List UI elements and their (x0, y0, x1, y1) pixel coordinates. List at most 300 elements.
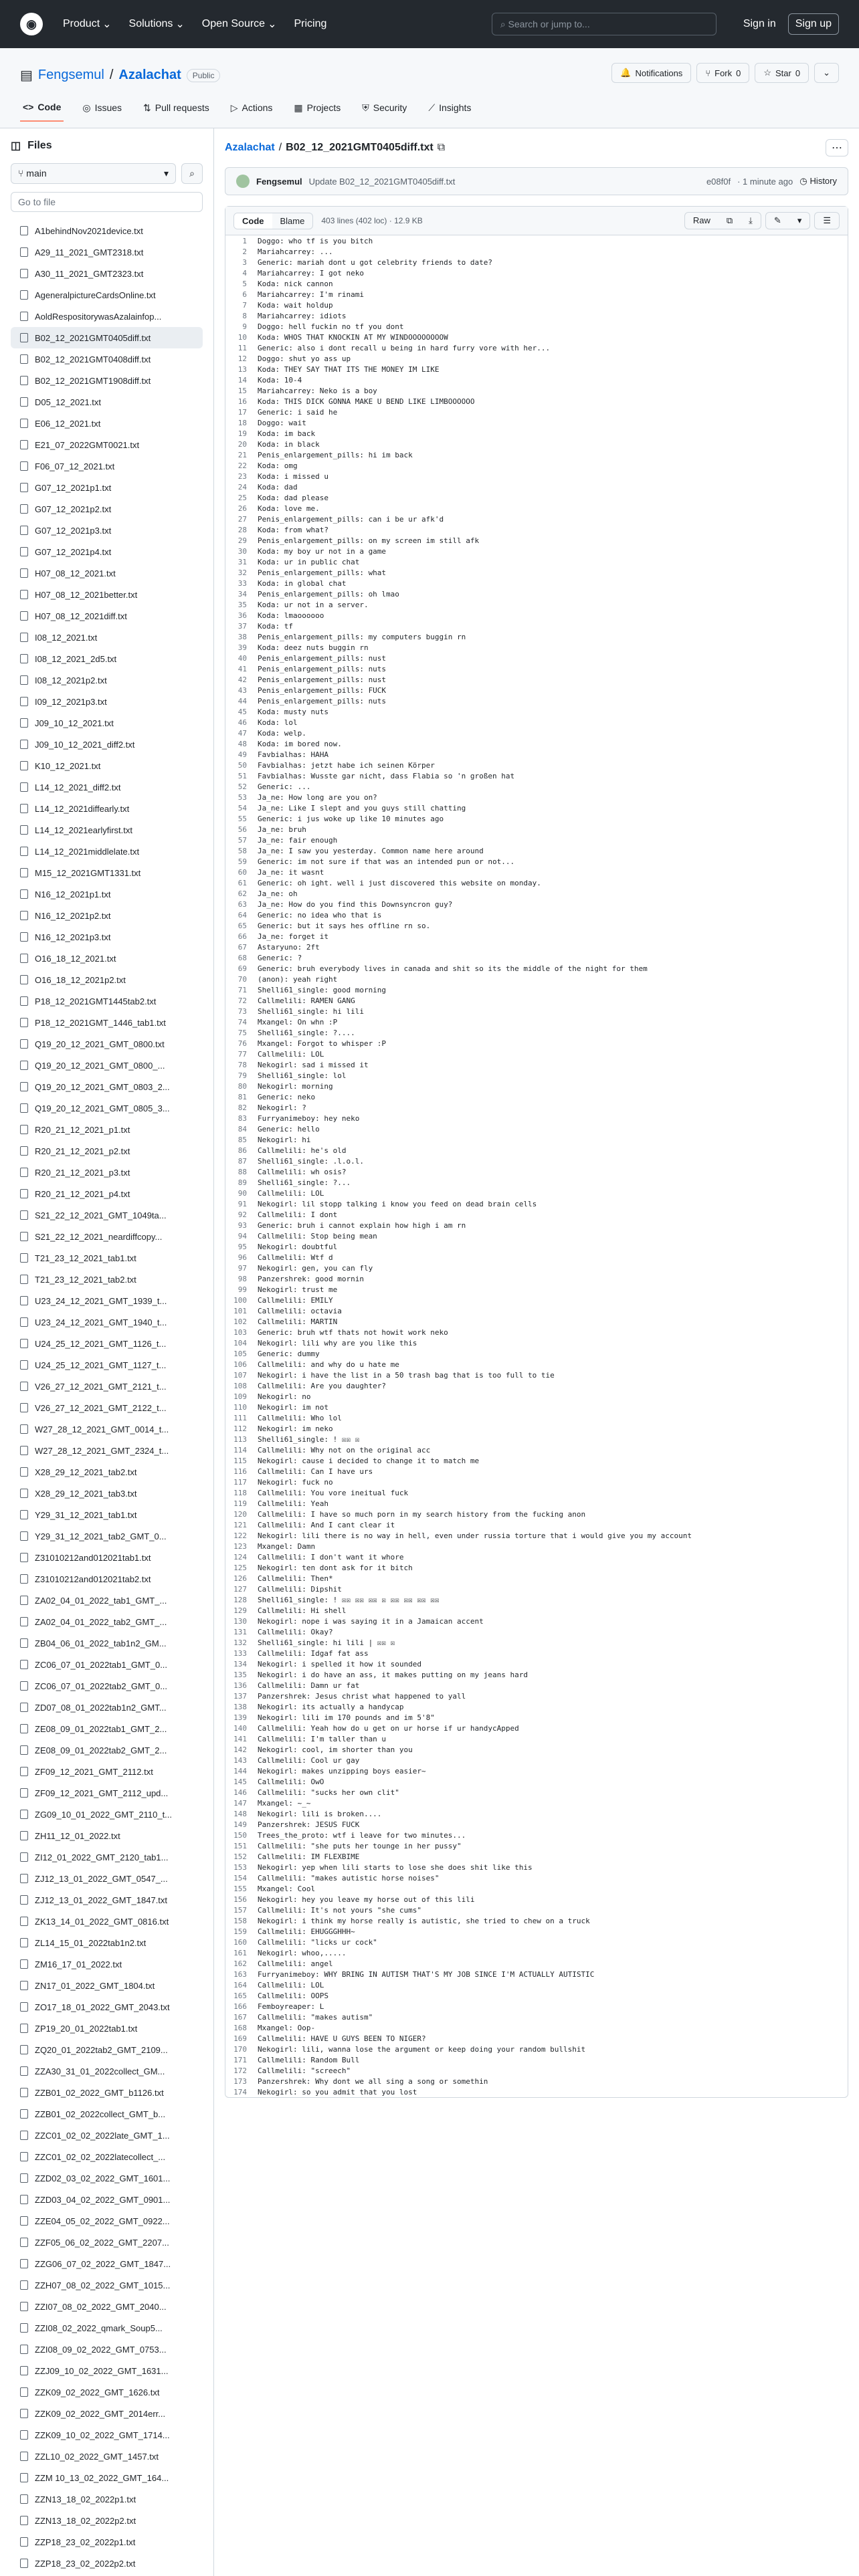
list-item[interactable] (11, 2039, 203, 2060)
list-item[interactable] (11, 819, 203, 841)
fork-button[interactable] (696, 63, 749, 83)
file-search-button[interactable] (181, 163, 203, 184)
line-number[interactable]: 13 (237, 364, 247, 374)
list-item[interactable] (11, 1290, 203, 1311)
line-number[interactable]: 160 (233, 1937, 247, 1947)
sidebar-collapse-icon[interactable]: ◫ (11, 140, 21, 152)
line-number[interactable]: 24 (237, 482, 247, 492)
list-item[interactable] (11, 220, 203, 241)
list-item[interactable] (11, 2339, 203, 2360)
line-number[interactable]: 97 (237, 1263, 247, 1273)
list-item[interactable] (11, 498, 203, 520)
star-dropdown-button[interactable] (814, 63, 839, 83)
list-item[interactable] (11, 263, 203, 284)
line-number[interactable]: 48 (237, 739, 247, 748)
line-number[interactable]: 117 (233, 1477, 247, 1487)
line-number[interactable]: 10 (237, 332, 247, 342)
list-item[interactable] (11, 1868, 203, 1889)
list-item[interactable] (11, 1226, 203, 1247)
line-number[interactable]: 30 (237, 546, 247, 556)
list-item[interactable] (11, 2381, 203, 2403)
list-item[interactable] (11, 1697, 203, 1718)
branch-select[interactable] (11, 163, 176, 184)
line-number[interactable]: 19 (237, 429, 247, 438)
line-number[interactable]: 112 (233, 1424, 247, 1433)
line-number[interactable]: 132 (233, 1638, 247, 1647)
line-number[interactable]: 62 (237, 889, 247, 898)
line-number[interactable]: 57 (237, 835, 247, 845)
line-number[interactable]: 26 (237, 504, 247, 513)
line-number[interactable]: 166 (233, 2002, 247, 2011)
line-number[interactable]: 137 (233, 1691, 247, 1701)
go-to-file-input[interactable] (11, 192, 203, 212)
list-item[interactable] (11, 1162, 203, 1183)
list-item[interactable] (11, 1076, 203, 1097)
list-item[interactable] (11, 2360, 203, 2381)
list-item[interactable] (11, 2189, 203, 2210)
history-button[interactable] (799, 176, 837, 187)
list-item[interactable] (11, 691, 203, 712)
list-item[interactable] (11, 1932, 203, 1953)
line-number[interactable]: 16 (237, 397, 247, 406)
line-number[interactable]: 60 (237, 867, 247, 877)
line-number[interactable]: 136 (233, 1681, 247, 1690)
list-item[interactable] (11, 990, 203, 1012)
line-number[interactable]: 164 (233, 1980, 247, 1990)
list-item[interactable] (11, 1889, 203, 1911)
line-number[interactable]: 113 (233, 1434, 247, 1444)
line-number[interactable]: 63 (237, 899, 247, 909)
line-number[interactable]: 2 (242, 247, 247, 256)
list-item[interactable] (11, 1654, 203, 1675)
breadcrumb-repo-link[interactable]: Azalachat (225, 142, 275, 153)
line-number[interactable]: 46 (237, 718, 247, 727)
line-number[interactable]: 167 (233, 2012, 247, 2022)
line-number[interactable]: 91 (237, 1199, 247, 1208)
repo-owner-link[interactable]: Fengsemul (37, 68, 104, 82)
line-number[interactable]: 171 (233, 2055, 247, 2064)
line-number[interactable]: 163 (233, 1969, 247, 1979)
line-number[interactable]: 74 (237, 1017, 247, 1027)
list-item[interactable] (11, 1055, 203, 1076)
line-number[interactable]: 71 (237, 985, 247, 994)
tab-code[interactable] (20, 96, 64, 122)
line-number[interactable]: 73 (237, 1006, 247, 1016)
line-number[interactable]: 82 (237, 1103, 247, 1112)
line-number[interactable]: 4 (242, 268, 247, 278)
list-item[interactable] (11, 370, 203, 391)
list-item[interactable] (11, 1846, 203, 1868)
line-number[interactable]: 64 (237, 910, 247, 920)
line-number[interactable]: 155 (233, 1884, 247, 1893)
line-number[interactable]: 88 (237, 1167, 247, 1176)
line-number[interactable]: 128 (233, 1595, 247, 1604)
line-number[interactable]: 127 (233, 1584, 247, 1594)
line-number[interactable]: 130 (233, 1616, 247, 1626)
line-number[interactable]: 149 (233, 1820, 247, 1829)
line-number[interactable]: 135 (233, 1670, 247, 1679)
list-item[interactable] (11, 1333, 203, 1354)
list-item[interactable] (11, 2018, 203, 2039)
list-item[interactable] (11, 669, 203, 691)
line-number[interactable]: 173 (233, 2076, 247, 2086)
list-item[interactable] (11, 1376, 203, 1397)
list-item[interactable] (11, 2274, 203, 2296)
list-item[interactable] (11, 1204, 203, 1226)
line-number[interactable]: 139 (233, 1713, 247, 1722)
line-number[interactable]: 110 (233, 1402, 247, 1412)
line-number[interactable]: 47 (237, 728, 247, 738)
line-number[interactable]: 123 (233, 1541, 247, 1551)
list-item[interactable] (11, 584, 203, 605)
line-number[interactable]: 39 (237, 643, 247, 652)
line-number[interactable]: 147 (233, 1798, 247, 1808)
line-number[interactable]: 131 (233, 1627, 247, 1636)
notifications-button[interactable] (611, 63, 691, 83)
list-item[interactable] (11, 2125, 203, 2146)
list-item[interactable] (11, 648, 203, 669)
line-number[interactable]: 84 (237, 1124, 247, 1134)
line-number[interactable]: 56 (237, 825, 247, 834)
line-number[interactable]: 142 (233, 1745, 247, 1754)
repo-name-link[interactable]: Azalachat (118, 68, 181, 82)
line-number[interactable]: 89 (237, 1178, 247, 1187)
line-number[interactable]: 12 (237, 354, 247, 363)
list-item[interactable] (11, 327, 203, 348)
list-item[interactable] (11, 2210, 203, 2232)
line-number[interactable]: 98 (237, 1274, 247, 1283)
tab-insights[interactable] (425, 96, 474, 122)
list-item[interactable] (11, 969, 203, 990)
line-number[interactable]: 158 (233, 1916, 247, 1925)
line-number[interactable]: 61 (237, 878, 247, 887)
list-item[interactable] (11, 1183, 203, 1204)
line-number[interactable]: 49 (237, 750, 247, 759)
list-item[interactable] (11, 562, 203, 584)
line-number[interactable]: 120 (233, 1509, 247, 1519)
list-item[interactable] (11, 434, 203, 455)
line-number[interactable]: 172 (233, 2066, 247, 2075)
line-number[interactable]: 90 (237, 1188, 247, 1198)
list-item[interactable] (11, 2082, 203, 2103)
line-number[interactable]: 94 (237, 1231, 247, 1241)
commit-hash[interactable]: e08f0f (706, 176, 731, 187)
list-item[interactable] (11, 477, 203, 498)
line-number[interactable]: 87 (237, 1156, 247, 1166)
list-item[interactable] (11, 2167, 203, 2189)
line-number[interactable]: 44 (237, 696, 247, 706)
line-number[interactable]: 104 (233, 1338, 247, 1348)
nav-solutions[interactable] (129, 17, 185, 31)
list-item[interactable] (11, 605, 203, 627)
list-item[interactable] (11, 755, 203, 776)
line-number[interactable]: 42 (237, 675, 247, 684)
line-number[interactable]: 146 (233, 1788, 247, 1797)
line-number[interactable]: 11 (237, 343, 247, 352)
line-number[interactable]: 170 (233, 2044, 247, 2054)
line-number[interactable]: 86 (237, 1146, 247, 1155)
line-number[interactable]: 151 (233, 1841, 247, 1850)
line-number[interactable]: 159 (233, 1927, 247, 1936)
line-number[interactable]: 108 (233, 1381, 247, 1390)
list-item[interactable] (11, 926, 203, 948)
line-number[interactable]: 156 (233, 1895, 247, 1904)
list-item[interactable] (11, 413, 203, 434)
list-item[interactable] (11, 1675, 203, 1697)
line-number[interactable]: 143 (233, 1755, 247, 1765)
tab-security[interactable] (359, 96, 409, 122)
line-number[interactable]: 38 (237, 632, 247, 641)
list-item[interactable] (11, 241, 203, 263)
list-item[interactable] (11, 1397, 203, 1418)
list-item[interactable] (11, 2467, 203, 2488)
line-number[interactable]: 58 (237, 846, 247, 855)
chevron-down-icon[interactable]: ▾ (797, 215, 802, 225)
list-item[interactable] (11, 2446, 203, 2467)
list-item[interactable] (11, 2531, 203, 2553)
line-number[interactable]: 51 (237, 771, 247, 780)
line-number[interactable]: 162 (233, 1959, 247, 1968)
line-number[interactable]: 6 (242, 290, 247, 299)
list-item[interactable] (11, 734, 203, 755)
line-number[interactable]: 28 (237, 525, 247, 534)
raw-button[interactable]: Raw (692, 215, 710, 225)
list-item[interactable] (11, 1119, 203, 1140)
tab-pull-requests[interactable] (140, 96, 212, 122)
list-item[interactable] (11, 1632, 203, 1654)
list-item[interactable] (11, 306, 203, 327)
list-item[interactable] (11, 1012, 203, 1033)
github-logo-icon[interactable]: ◉ (20, 13, 43, 35)
line-number[interactable]: 3 (242, 257, 247, 267)
line-number[interactable]: 141 (233, 1734, 247, 1743)
list-item[interactable] (11, 1547, 203, 1568)
line-number[interactable]: 52 (237, 782, 247, 791)
list-item[interactable] (11, 883, 203, 905)
list-item[interactable] (11, 1568, 203, 1590)
list-item[interactable] (11, 2317, 203, 2339)
line-number[interactable]: 140 (233, 1723, 247, 1733)
list-item[interactable] (11, 2060, 203, 2082)
line-number[interactable]: 111 (233, 1413, 247, 1422)
line-number[interactable]: 133 (233, 1648, 247, 1658)
list-item[interactable] (11, 520, 203, 541)
line-number[interactable]: 103 (233, 1327, 247, 1337)
list-item[interactable] (11, 1590, 203, 1611)
line-number[interactable]: 32 (237, 568, 247, 577)
line-number[interactable]: 79 (237, 1071, 247, 1080)
line-number[interactable]: 168 (233, 2023, 247, 2032)
list-item[interactable] (11, 2232, 203, 2253)
sign-in-link[interactable]: Sign in (743, 18, 776, 29)
list-item[interactable] (11, 798, 203, 819)
line-number[interactable]: 124 (233, 1552, 247, 1562)
line-number[interactable]: 126 (233, 1574, 247, 1583)
list-item[interactable] (11, 776, 203, 798)
list-item[interactable] (11, 1247, 203, 1269)
line-number[interactable]: 23 (237, 471, 247, 481)
line-number[interactable]: 92 (237, 1210, 247, 1219)
list-item[interactable] (11, 1440, 203, 1461)
line-number[interactable]: 109 (233, 1392, 247, 1401)
copy-raw-icon[interactable]: ⧉ (726, 215, 733, 225)
line-number[interactable]: 27 (237, 514, 247, 524)
line-number[interactable]: 8 (242, 311, 247, 320)
line-number[interactable]: 37 (237, 621, 247, 631)
line-number[interactable]: 106 (233, 1360, 247, 1369)
line-number[interactable]: 75 (237, 1028, 247, 1037)
line-number[interactable]: 145 (233, 1777, 247, 1786)
line-number[interactable]: 55 (237, 814, 247, 823)
list-item[interactable] (11, 1911, 203, 1932)
nav-product[interactable] (63, 17, 112, 31)
avatar[interactable] (236, 175, 250, 188)
line-number[interactable]: 93 (237, 1220, 247, 1230)
list-item[interactable] (11, 627, 203, 648)
symbols-icon[interactable]: ☰ (823, 215, 831, 225)
list-item[interactable] (11, 284, 203, 306)
list-item[interactable] (11, 1782, 203, 1804)
list-item[interactable] (11, 1739, 203, 1761)
list-item[interactable] (11, 2146, 203, 2167)
nav-open-source[interactable] (202, 17, 277, 31)
list-item[interactable] (11, 1461, 203, 1483)
line-number[interactable]: 107 (233, 1370, 247, 1380)
list-item[interactable] (11, 1975, 203, 1996)
line-number[interactable]: 99 (237, 1285, 247, 1294)
line-number[interactable]: 118 (233, 1488, 247, 1497)
list-item[interactable] (11, 1311, 203, 1333)
line-number[interactable]: 14 (237, 375, 247, 385)
list-item[interactable] (11, 2403, 203, 2424)
blame-view-button[interactable]: Blame (280, 215, 305, 226)
search-input[interactable] (492, 13, 717, 35)
list-item[interactable] (11, 948, 203, 969)
line-number[interactable]: 121 (233, 1520, 247, 1529)
list-item[interactable] (11, 1804, 203, 1825)
sign-up-button[interactable]: Sign up (788, 13, 839, 35)
line-number[interactable]: 144 (233, 1766, 247, 1776)
line-number[interactable]: 25 (237, 493, 247, 502)
line-number[interactable]: 1 (242, 236, 247, 245)
line-number[interactable]: 157 (233, 1905, 247, 1915)
line-number[interactable]: 20 (237, 439, 247, 449)
line-number[interactable]: 95 (237, 1242, 247, 1251)
list-item[interactable] (11, 1718, 203, 1739)
line-number[interactable]: 21 (237, 450, 247, 459)
tab-actions[interactable] (228, 96, 276, 122)
line-number[interactable]: 114 (233, 1445, 247, 1455)
line-number[interactable]: 65 (237, 921, 247, 930)
line-number[interactable]: 18 (237, 418, 247, 427)
download-icon[interactable]: ⤓ (749, 215, 753, 225)
line-number[interactable]: 125 (233, 1563, 247, 1572)
line-number[interactable]: 138 (233, 1702, 247, 1711)
line-number[interactable]: 129 (233, 1606, 247, 1615)
line-number[interactable]: 36 (237, 611, 247, 620)
line-number[interactable]: 9 (242, 322, 247, 331)
list-item[interactable] (11, 2424, 203, 2446)
line-number[interactable]: 5 (242, 279, 247, 288)
line-number[interactable]: 53 (237, 792, 247, 802)
line-number[interactable]: 50 (237, 760, 247, 770)
line-number[interactable]: 148 (233, 1809, 247, 1818)
line-number[interactable]: 45 (237, 707, 247, 716)
line-number[interactable]: 115 (233, 1456, 247, 1465)
list-item[interactable] (11, 1996, 203, 2018)
line-number[interactable]: 17 (237, 407, 247, 417)
code-view-button[interactable]: Code (234, 213, 272, 229)
list-item[interactable] (11, 1483, 203, 1504)
line-number[interactable]: 22 (237, 461, 247, 470)
line-number[interactable]: 153 (233, 1862, 247, 1872)
line-number[interactable]: 134 (233, 1659, 247, 1669)
line-number[interactable]: 150 (233, 1830, 247, 1840)
line-number[interactable]: 101 (233, 1306, 247, 1315)
list-item[interactable] (11, 541, 203, 562)
line-number[interactable]: 76 (237, 1039, 247, 1048)
line-number[interactable]: 165 (233, 1991, 247, 2000)
line-number[interactable]: 66 (237, 932, 247, 941)
list-item[interactable] (11, 1611, 203, 1632)
edit-icon[interactable]: ✎ (773, 215, 781, 225)
line-number[interactable]: 116 (233, 1467, 247, 1476)
line-number[interactable]: 102 (233, 1317, 247, 1326)
list-item[interactable] (11, 2103, 203, 2125)
line-number[interactable]: 67 (237, 942, 247, 952)
list-item[interactable] (11, 1269, 203, 1290)
list-item[interactable] (11, 2488, 203, 2510)
line-number[interactable]: 80 (237, 1081, 247, 1091)
line-number[interactable]: 119 (233, 1499, 247, 1508)
commit-message[interactable]: Update B02_12_2021GMT0405diff.txt (308, 176, 456, 187)
line-number[interactable]: 54 (237, 803, 247, 813)
nav-pricing[interactable] (294, 17, 326, 31)
list-item[interactable] (11, 1953, 203, 1975)
list-item[interactable] (11, 862, 203, 883)
line-number[interactable]: 40 (237, 653, 247, 663)
tab-issues[interactable] (80, 96, 124, 122)
line-number[interactable]: 59 (237, 857, 247, 866)
list-item[interactable] (11, 348, 203, 370)
list-item[interactable] (11, 1354, 203, 1376)
line-number[interactable]: 31 (237, 557, 247, 566)
star-button[interactable] (755, 63, 809, 83)
line-number[interactable]: 169 (233, 2034, 247, 2043)
line-number[interactable]: 154 (233, 1873, 247, 1883)
list-item[interactable] (11, 1525, 203, 1547)
line-number[interactable]: 161 (233, 1948, 247, 1957)
line-number[interactable]: 29 (237, 536, 247, 545)
list-item[interactable] (11, 455, 203, 477)
line-number[interactable]: 100 (233, 1295, 247, 1305)
list-item[interactable] (11, 2553, 203, 2574)
line-number[interactable]: 105 (233, 1349, 247, 1358)
list-item[interactable] (11, 1825, 203, 1846)
line-number[interactable]: 96 (237, 1253, 247, 1262)
line-number[interactable]: 122 (233, 1531, 247, 1540)
list-item[interactable] (11, 712, 203, 734)
list-item[interactable] (11, 2510, 203, 2531)
line-number[interactable]: 81 (237, 1092, 247, 1101)
line-number[interactable]: 43 (237, 685, 247, 695)
line-number[interactable]: 68 (237, 953, 247, 962)
line-number[interactable]: 70 (237, 974, 247, 984)
line-number[interactable]: 152 (233, 1852, 247, 1861)
line-number[interactable]: 35 (237, 600, 247, 609)
line-number[interactable]: 83 (237, 1113, 247, 1123)
line-number[interactable]: 85 (237, 1135, 247, 1144)
